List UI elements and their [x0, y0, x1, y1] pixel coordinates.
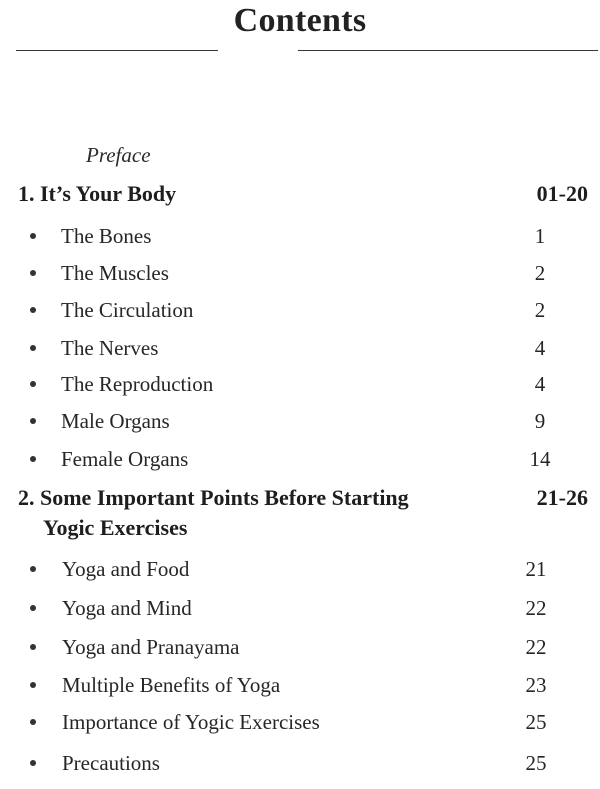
chapter-1-heading [18, 179, 588, 209]
chapter-1-pages: 01-20 [536, 181, 588, 206]
toc-item-label: Yoga and Food [62, 557, 190, 581]
toc-item-page: 21 [525, 557, 547, 581]
chapter-2-heading [18, 483, 588, 543]
toc-item-page: 9 [534, 409, 546, 433]
toc-item-page: 2 [534, 261, 546, 285]
page-title: Contents [233, 2, 367, 39]
bullet-icon [30, 381, 36, 387]
toc-item-label: Importance of Yogic Exercises [62, 710, 320, 734]
toc-item-page: 22 [525, 635, 547, 659]
toc-item-label: The Nerves [61, 336, 159, 360]
toc-item-label: The Muscles [61, 261, 169, 285]
toc-item-label: The Circulation [61, 298, 194, 322]
bullet-icon [30, 270, 36, 276]
chapter-2-pages: 21-26 [536, 485, 588, 510]
bullet-icon [30, 233, 36, 239]
chapter-2-title-line-2: Yogic Exercises [43, 515, 188, 540]
toc-item-label: Male Organs [61, 409, 170, 433]
toc-item-label: Precautions [62, 751, 160, 775]
toc-item-page: 1 [534, 224, 546, 248]
toc-item-page: 25 [525, 710, 547, 734]
title-rule-left [16, 50, 218, 51]
bullet-icon [30, 345, 36, 351]
chapter-1-title: 1. It’s Your Body [18, 181, 177, 206]
title-rule-right [298, 50, 598, 51]
chapter-2-title [18, 483, 409, 543]
toc-item-page: 22 [525, 596, 547, 620]
bullet-icon [30, 760, 36, 766]
toc-item-page: 4 [534, 336, 546, 360]
toc-item-page: 14 [529, 447, 551, 471]
bullet-icon [30, 682, 36, 688]
bullet-icon [30, 644, 36, 650]
bullet-icon [30, 719, 36, 725]
bullet-icon [30, 456, 36, 462]
toc-item-page: 4 [534, 372, 546, 396]
toc-item-label: Yoga and Pranayama [62, 635, 240, 659]
chapter-2-title-line-1: 2. Some Important Points Before Starting [18, 485, 409, 510]
toc-item-label: The Reproduction [61, 372, 214, 396]
toc-item-label: The Bones [61, 224, 152, 248]
toc-item-label: Yoga and Mind [62, 596, 192, 620]
toc-item-page: 23 [525, 673, 547, 697]
bullet-icon [30, 307, 36, 313]
preface-entry: Preface [86, 143, 151, 167]
toc-item-label: Multiple Benefits of Yoga [62, 673, 281, 697]
bullet-icon [30, 418, 36, 424]
toc-item-page: 25 [525, 751, 547, 775]
toc-item-page: 2 [534, 298, 546, 322]
toc-item-label: Female Organs [61, 447, 189, 471]
bullet-icon [30, 566, 36, 572]
bullet-icon [30, 605, 36, 611]
